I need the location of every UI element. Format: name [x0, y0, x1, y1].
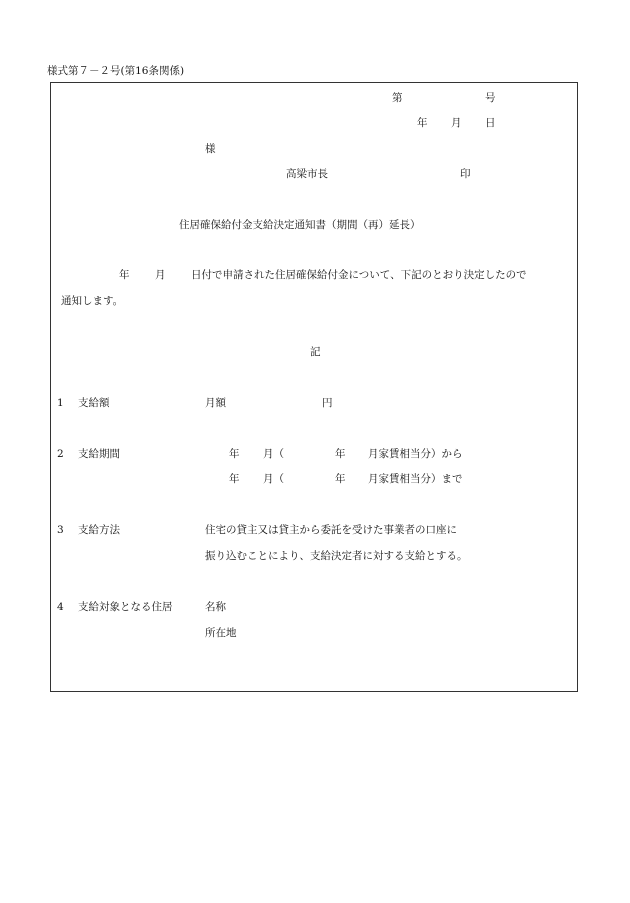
item2-label: 支給期間	[78, 448, 120, 460]
item1-label: 支給額	[78, 397, 110, 409]
document-title: 住居確保給付金支給決定通知書（期間（再）延長）	[179, 219, 421, 231]
item2-to-month: 月（	[263, 473, 284, 485]
item2-to-year2: 年	[335, 473, 346, 485]
item4-number: 4	[57, 601, 64, 613]
item3-line1: 住宅の貸主又は貸主から委託を受けた事業者の口座に	[205, 524, 457, 536]
item4-label: 支給対象となる住居	[78, 601, 173, 613]
date-year: 年	[417, 117, 428, 129]
body-line1: 日付で申請された住居確保給付金について、下記のとおり決定したので	[191, 269, 527, 281]
item2-from-year: 年	[229, 448, 240, 460]
date-month: 月	[451, 117, 462, 129]
item1-yen: 円	[322, 397, 333, 409]
number-suffix: 号	[485, 92, 496, 104]
body-line2: 通知します。	[61, 295, 124, 307]
item4-address: 所在地	[205, 627, 237, 639]
item2-from-month: 月（	[263, 448, 284, 460]
item3-line2: 振り込むことにより、支給決定者に対する支給とする。	[205, 550, 468, 562]
item3-number: 3	[57, 524, 64, 536]
item4-name: 名称	[205, 601, 226, 613]
item2-to-year: 年	[229, 473, 240, 485]
date-day: 日	[485, 117, 496, 129]
ki-heading: 記	[310, 346, 321, 358]
item2-from-year2: 年	[335, 448, 346, 460]
item2-from-rest: 月家賃相当分）から	[368, 448, 463, 460]
addressee-suffix: 様	[205, 143, 216, 155]
item2-to-rest: 月家賃相当分）まで	[368, 473, 463, 485]
seal-mark: 印	[460, 168, 471, 180]
item1-monthly: 月額	[205, 397, 226, 409]
item3-label: 支給方法	[78, 524, 120, 536]
body-month: 月	[155, 269, 166, 281]
body-year: 年	[119, 269, 130, 281]
item2-number: 2	[57, 448, 64, 460]
issuer-name: 高梁市長	[286, 168, 328, 180]
form-number-label: 様式第７－２号(第16条関係)	[47, 65, 185, 77]
number-prefix: 第	[392, 92, 403, 104]
item1-number: 1	[57, 397, 64, 409]
